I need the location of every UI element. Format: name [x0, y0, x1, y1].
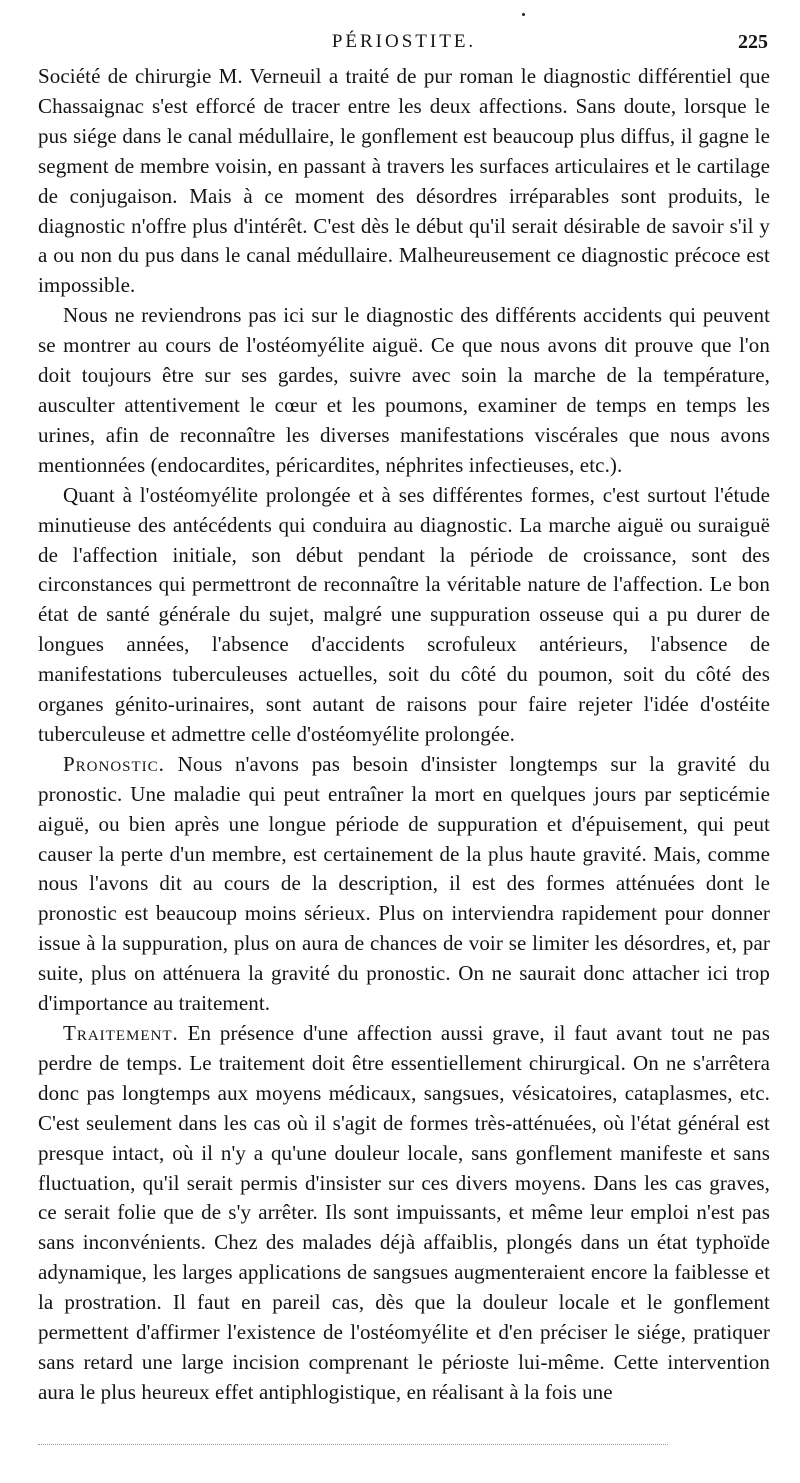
paragraph-pronostic	[38, 750, 770, 1019]
paragraph-traitement	[38, 1019, 770, 1408]
section-heading-pronostic: Pronostic.	[63, 751, 165, 776]
footer-dotted-rule	[38, 1444, 668, 1445]
paragraph-text: Nous n'avons pas besoin d'insister longtemps sur la gravité du pronostic. Une maladie qui peut entraîner la mort en quelques jours par septicémie aiguë, ou bien après une longue période de suppuration et d'épuisement, qui peut causer la perte d'un membre, est certainement de la plus haute gravité. Mais, comme nous l'avons dit au cours de la description, il est des formes atténuées dont le pronostic est beaucoup moins sérieux. Plus on interviendra rapidement pour donner issue à la suppuration, plus on aura de chances de voir se limiter les désordres, et, par suite, plus on atténuera la gravité du pronostic. On ne saurait donc attacher ici trop d'importance au traitement.	[38, 751, 771, 1016]
paragraph-text: En présence d'une affection aussi grave, il faut avant tout ne pas perdre de temps. Le traitement doit être essentiellement chirurgical. On ne s'arrêtera donc pas longtemps aux moyens médicaux, sangsues, vésicatoires, cataplasmes, etc. C'est seulement dans les cas où il s'agit de formes très-atténuées, où l'état général est presque intact, où il n'y a qu'une douleur locale, sans gonflement manifeste et sans fluctuation, qu'il serait permis d'insister sur ces divers moyens. Dans les cas graves, ce serait folie que de s'y arrêter. Ils sont impuissants, et même leur emploi n'est pas sans inconvénients. Chez des malades déjà affaiblis, plongés dans un état typhoïde adynamique, les larges applications de sangsues augmenteraient encore la faiblesse et la prostration. Il faut en pareil cas, dès que la douleur locale et le gonflement permettent d'affirmer l'existence de l'ostéomyélite et d'en préciser le siége, pratiquer sans retard une large incision comprenant le périoste lui-même. Cette intervention aura le plus heureux effet antiphlogistique, en réalisant à la fois une	[38, 1021, 770, 1404]
page-number: 225	[738, 31, 768, 53]
paragraph-diagnostic-continued	[38, 62, 770, 301]
running-title: PÉRIOSTITE.	[331, 31, 477, 52]
paragraph-text: Quant à l'ostéomyélite prolongée et à ses différentes formes, c'est surtout l'étude minutieuse des antécédents qui conduira au diagnostic. La marche aiguë ou suraiguë de l'affection initiale, son début pendant la période de croissance, sont des circonstances qui permettront de reconnaître la véritable nature de l'affection. Le bon état de santé générale du sujet, malgré une suppuration osseuse qui a pu durer de longues années, l'absence d'accidents scrofuleux antérieurs, l'absence de manifestations tuberculeuses actuelles, soit du côté du poumon, soit du côté des organes génito-urinaires, sont autant de raisons pour faire rejeter l'idée d'ostéite tuberculeuse et admettre celle d'ostéomyélite prolongée.	[38, 482, 770, 746]
paragraph-text: Nous ne reviendrons pas ici sur le diagnostic des différents accidents qui peuvent se montrer au cours de l'ostéomyélite aiguë. Ce que nous avons dit prouve que l'on doit toujours être sur ses gardes, suivre avec soin la marche de la température, ausculter attentivement le cœur et les poumons, examiner de temps en temps les urines, afin de reconnaître les diverses manifestations viscérales que nous avons mentionnées (endocardites, péricardites, néphrites infectieuses, etc.).	[38, 303, 770, 477]
print-speck	[522, 13, 525, 16]
running-header	[38, 30, 770, 54]
paragraph-osteomyelite-prolongee	[38, 481, 770, 750]
body-text	[38, 62, 770, 1408]
paragraph-accidents	[38, 301, 770, 480]
section-heading-traitement: Traitement.	[63, 1021, 179, 1045]
paragraph-text: Société de chirurgie M. Verneuil a traité de pur roman le diagnostic différentiel que Chassaignac s'est efforcé de tracer entre les deux affections. Sans doute, lorsque le pus siége dans le canal médullaire, le gonflement est beaucoup plus diffus, il gagne le segment de membre voisin, en passant à travers les surfaces articulaires et le cartilage de conjugaison. Mais à ce moment des désordres irréparables sont produits, le diagnostic n'offre plus d'intérêt. C'est dès le début qu'il serait désirable de savoir s'il y a ou non du pus dans le canal médullaire. Malheureusement ce diagnostic précoce est impossible.	[38, 64, 770, 298]
